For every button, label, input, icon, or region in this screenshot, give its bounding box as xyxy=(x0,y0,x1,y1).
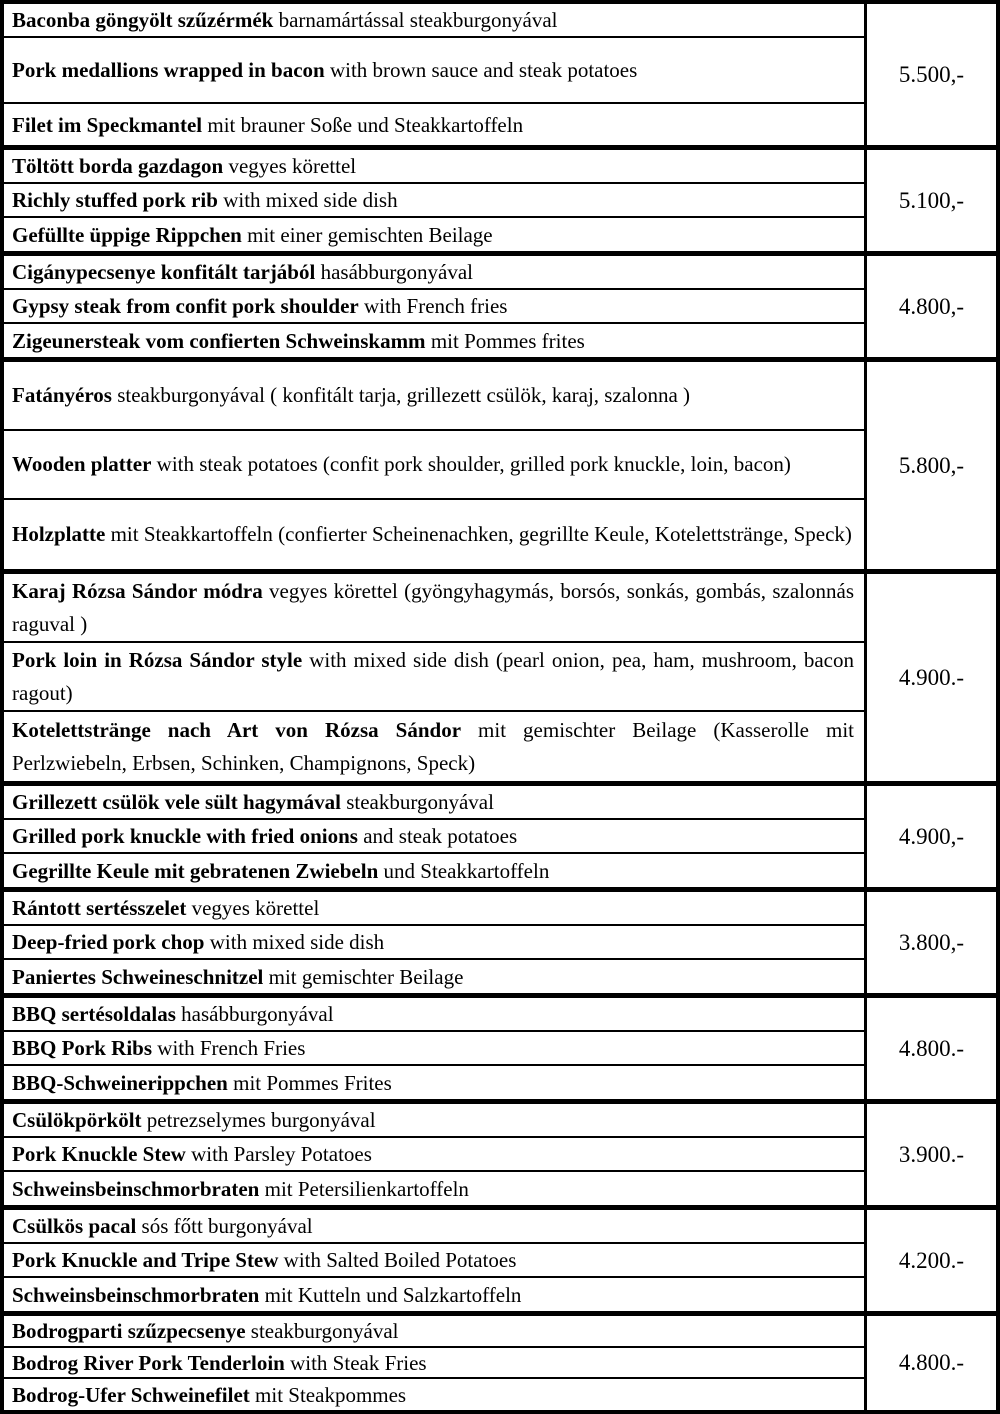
dish-name-de: Filet im Speckmantel xyxy=(12,112,203,137)
menu-group xyxy=(4,256,996,362)
dish-desc-de: mit einer gemischten Beilage xyxy=(241,222,493,247)
dish-name-de: Schweinsbeinschmorbraten xyxy=(12,1176,260,1201)
dish-texts xyxy=(4,256,864,357)
dish-row-german xyxy=(4,1379,864,1410)
price-cell: 4.800,- xyxy=(864,256,996,357)
menu-group xyxy=(4,150,996,256)
dish-desc-de: und Steakkartoffeln xyxy=(378,858,550,883)
dish-name-hu: Baconba göngyölt szűzérmék xyxy=(12,8,274,32)
dish-row-english xyxy=(4,290,864,324)
dish-row-english xyxy=(4,820,864,854)
dish-texts xyxy=(4,998,864,1099)
dish-row-english xyxy=(4,184,864,218)
dish-desc-hu: vegyes körettel xyxy=(186,896,320,920)
dish-texts xyxy=(4,1210,864,1311)
dish-name-hu: Töltött borda gazdagon xyxy=(12,154,224,178)
dish-name-en: Wooden platter xyxy=(12,452,152,476)
dish-desc-hu: steakburgonyával xyxy=(245,1318,399,1343)
menu-group xyxy=(4,1316,996,1410)
dish-name-de: Bodrog-Ufer Schweinefilet xyxy=(12,1382,250,1407)
dish-name-de: BBQ-Schweinerippchen xyxy=(12,1070,228,1095)
dish-texts xyxy=(4,786,864,887)
dish-row-english xyxy=(4,1032,864,1066)
dish-desc-de: mit Pommes Frites xyxy=(227,1070,392,1095)
menu-group xyxy=(4,998,996,1104)
dish-name-en: Gypsy steak from confit pork shoulder xyxy=(12,294,359,318)
dish-desc-de: mit Steakpommes xyxy=(249,1382,407,1407)
dish-name-hu: Rántott sertésszelet xyxy=(12,896,187,920)
dish-name-de: Schweinsbeinschmorbraten xyxy=(12,1282,260,1307)
price-cell: 5.100,- xyxy=(864,150,996,251)
price-cell: 5.800,- xyxy=(864,362,996,569)
dish-name-de: Gegrillte Keule mit gebratenen Zwiebeln xyxy=(12,858,379,883)
dish-texts xyxy=(4,4,864,145)
dish-name-en: Pork loin in Rózsa Sándor style xyxy=(12,647,303,672)
dish-desc-en: with mixed side dish xyxy=(217,188,398,212)
dish-row-german xyxy=(4,1066,864,1099)
dish-name-de: Kotelettstränge nach Art von Rózsa Sándor xyxy=(12,717,462,742)
price-cell: 3.800,- xyxy=(864,892,996,993)
dish-name-hu: BBQ sertésoldalas xyxy=(12,1002,176,1026)
dish-row-hungarian xyxy=(4,1316,864,1348)
dish-name-en: Pork Knuckle Stew xyxy=(12,1142,186,1166)
dish-name-en: BBQ Pork Ribs xyxy=(12,1036,153,1060)
dish-desc-en: with mixed side dish (pearl onion, pea, ham, mushroom, bacon ragout) xyxy=(12,647,854,705)
dish-texts xyxy=(4,1104,864,1205)
dish-desc-de: mit brauner Soße und Steakkartoffeln xyxy=(202,112,524,137)
dish-row-hungarian xyxy=(4,256,864,290)
dish-row-german xyxy=(4,854,864,887)
dish-desc-de: mit gemischter Beilage xyxy=(263,964,464,989)
dish-texts xyxy=(4,892,864,993)
dish-row-hungarian xyxy=(4,362,864,431)
dish-name-de: Paniertes Schweineschnitzel xyxy=(12,964,264,989)
dish-desc-en: with mixed side dish xyxy=(204,930,385,954)
dish-row-hungarian xyxy=(4,150,864,184)
dish-row-german xyxy=(4,324,864,357)
dish-desc-hu: petrezselymes burgonyával xyxy=(141,1108,376,1132)
dish-desc-hu: steakburgonyával ( konfitált tarja, grillezett csülök, karaj, szalonna ) xyxy=(111,383,691,407)
dish-name-en: Grilled pork knuckle with fried onions xyxy=(12,824,358,848)
dish-row-hungarian xyxy=(4,786,864,820)
dish-desc-hu: steakburgonyával xyxy=(340,790,494,814)
dish-row-english xyxy=(4,926,864,960)
price-cell: 4.800.- xyxy=(864,998,996,1099)
dish-row-english xyxy=(4,643,864,712)
dish-row-german xyxy=(4,104,864,145)
menu-group xyxy=(4,1210,996,1316)
dish-desc-en: with Parsley Potatoes xyxy=(185,1142,372,1166)
dish-row-english xyxy=(4,1244,864,1278)
dish-name-hu: Grillezett csülök vele sült hagymával xyxy=(12,790,341,814)
dish-desc-hu: vegyes körettel (gyöngyhagymás, borsós, sonkás, gombás, szalonnás raguval ) xyxy=(12,578,854,636)
dish-row-german xyxy=(4,218,864,251)
dish-name-hu: Csülökpörkölt xyxy=(12,1108,142,1132)
dish-desc-hu: hasábburgonyával xyxy=(315,260,473,284)
menu-group xyxy=(4,1104,996,1210)
dish-desc-en: with Steak Fries xyxy=(284,1350,427,1375)
price-cell: 5.500,- xyxy=(864,4,996,145)
dish-desc-en: and steak potatoes xyxy=(357,824,518,848)
dish-row-hungarian xyxy=(4,1210,864,1244)
dish-row-german xyxy=(4,960,864,993)
menu-group xyxy=(4,892,996,998)
dish-name-de: Zigeunersteak vom confierten Schweinskamm xyxy=(12,328,426,353)
menu-group xyxy=(4,4,996,150)
dish-row-german xyxy=(4,1172,864,1205)
menu-group xyxy=(4,362,996,574)
dish-texts xyxy=(4,1316,864,1410)
dish-row-hungarian xyxy=(4,892,864,926)
dish-desc-hu: hasábburgonyával xyxy=(175,1002,334,1026)
price-cell: 4.800.- xyxy=(864,1316,996,1410)
dish-desc-hu: vegyes körettel xyxy=(223,154,357,178)
dish-desc-hu: barnamártással steakburgonyával xyxy=(273,8,558,32)
dish-row-hungarian xyxy=(4,4,864,38)
dish-desc-de: mit Steakkartoffeln (confierter Scheinenachken, gegrillte Keule, Kotelettstränge, Speck) xyxy=(105,522,852,546)
dish-row-english xyxy=(4,1138,864,1172)
dish-name-hu: Fatányéros xyxy=(12,383,112,407)
dish-name-de: Gefüllte üppige Rippchen xyxy=(12,222,242,247)
dish-desc-de: mit gemischter Beilage (Kasserolle mit Perlzwiebeln, Erbsen, Schinken, Champignons, Speck) xyxy=(12,717,854,775)
dish-row-german xyxy=(4,500,864,569)
price-cell: 4.200.- xyxy=(864,1210,996,1311)
dish-desc-en: with French fries xyxy=(358,294,508,318)
dish-desc-de: mit Kutteln und Salzkartoffeln xyxy=(259,1282,522,1307)
dish-texts xyxy=(4,574,864,781)
dish-name-hu: Bodrogparti szűzpecsenye xyxy=(12,1318,246,1343)
price-cell: 3.900.- xyxy=(864,1104,996,1205)
dish-name-hu: Csülkös pacal xyxy=(12,1214,137,1238)
dish-desc-en: with French Fries xyxy=(152,1036,306,1060)
dish-name-en: Richly stuffed pork rib xyxy=(12,188,218,212)
dish-desc-en: with brown sauce and steak potatoes xyxy=(324,58,638,82)
dish-name-en: Bodrog River Pork Tenderloin xyxy=(12,1350,285,1375)
menu-group xyxy=(4,786,996,892)
dish-desc-en: with Salted Boiled Potatoes xyxy=(278,1248,517,1272)
dish-texts xyxy=(4,362,864,569)
dish-row-english xyxy=(4,38,864,104)
dish-row-german xyxy=(4,1278,864,1311)
dish-name-hu: Karaj Rózsa Sándor módra xyxy=(12,578,263,603)
dish-row-hungarian xyxy=(4,1104,864,1138)
dish-desc-en: with steak potatoes (confit pork shoulder, grilled pork knuckle, loin, bacon) xyxy=(151,452,791,476)
dish-desc-de: mit Petersilienkartoffeln xyxy=(259,1176,469,1201)
dish-name-hu: Cigánypecsenye konfitált tarjából xyxy=(12,260,316,284)
dish-name-en: Pork medallions wrapped in bacon xyxy=(12,58,325,82)
dish-name-de: Holzplatte xyxy=(12,522,106,546)
price-cell: 4.900.- xyxy=(864,574,996,781)
dish-row-english xyxy=(4,431,864,500)
dish-texts xyxy=(4,150,864,251)
dish-name-en: Deep-fried pork chop xyxy=(12,930,205,954)
dish-desc-de: mit Pommes frites xyxy=(425,328,585,353)
menu-group xyxy=(4,574,996,786)
dish-row-hungarian xyxy=(4,998,864,1032)
price-cell: 4.900,- xyxy=(864,786,996,887)
dish-desc-hu: sós főtt burgonyával xyxy=(136,1214,313,1238)
dish-name-en: Pork Knuckle and Tripe Stew xyxy=(12,1248,279,1272)
dish-row-english xyxy=(4,1348,864,1380)
dish-row-hungarian xyxy=(4,574,864,643)
dish-row-german xyxy=(4,712,864,781)
